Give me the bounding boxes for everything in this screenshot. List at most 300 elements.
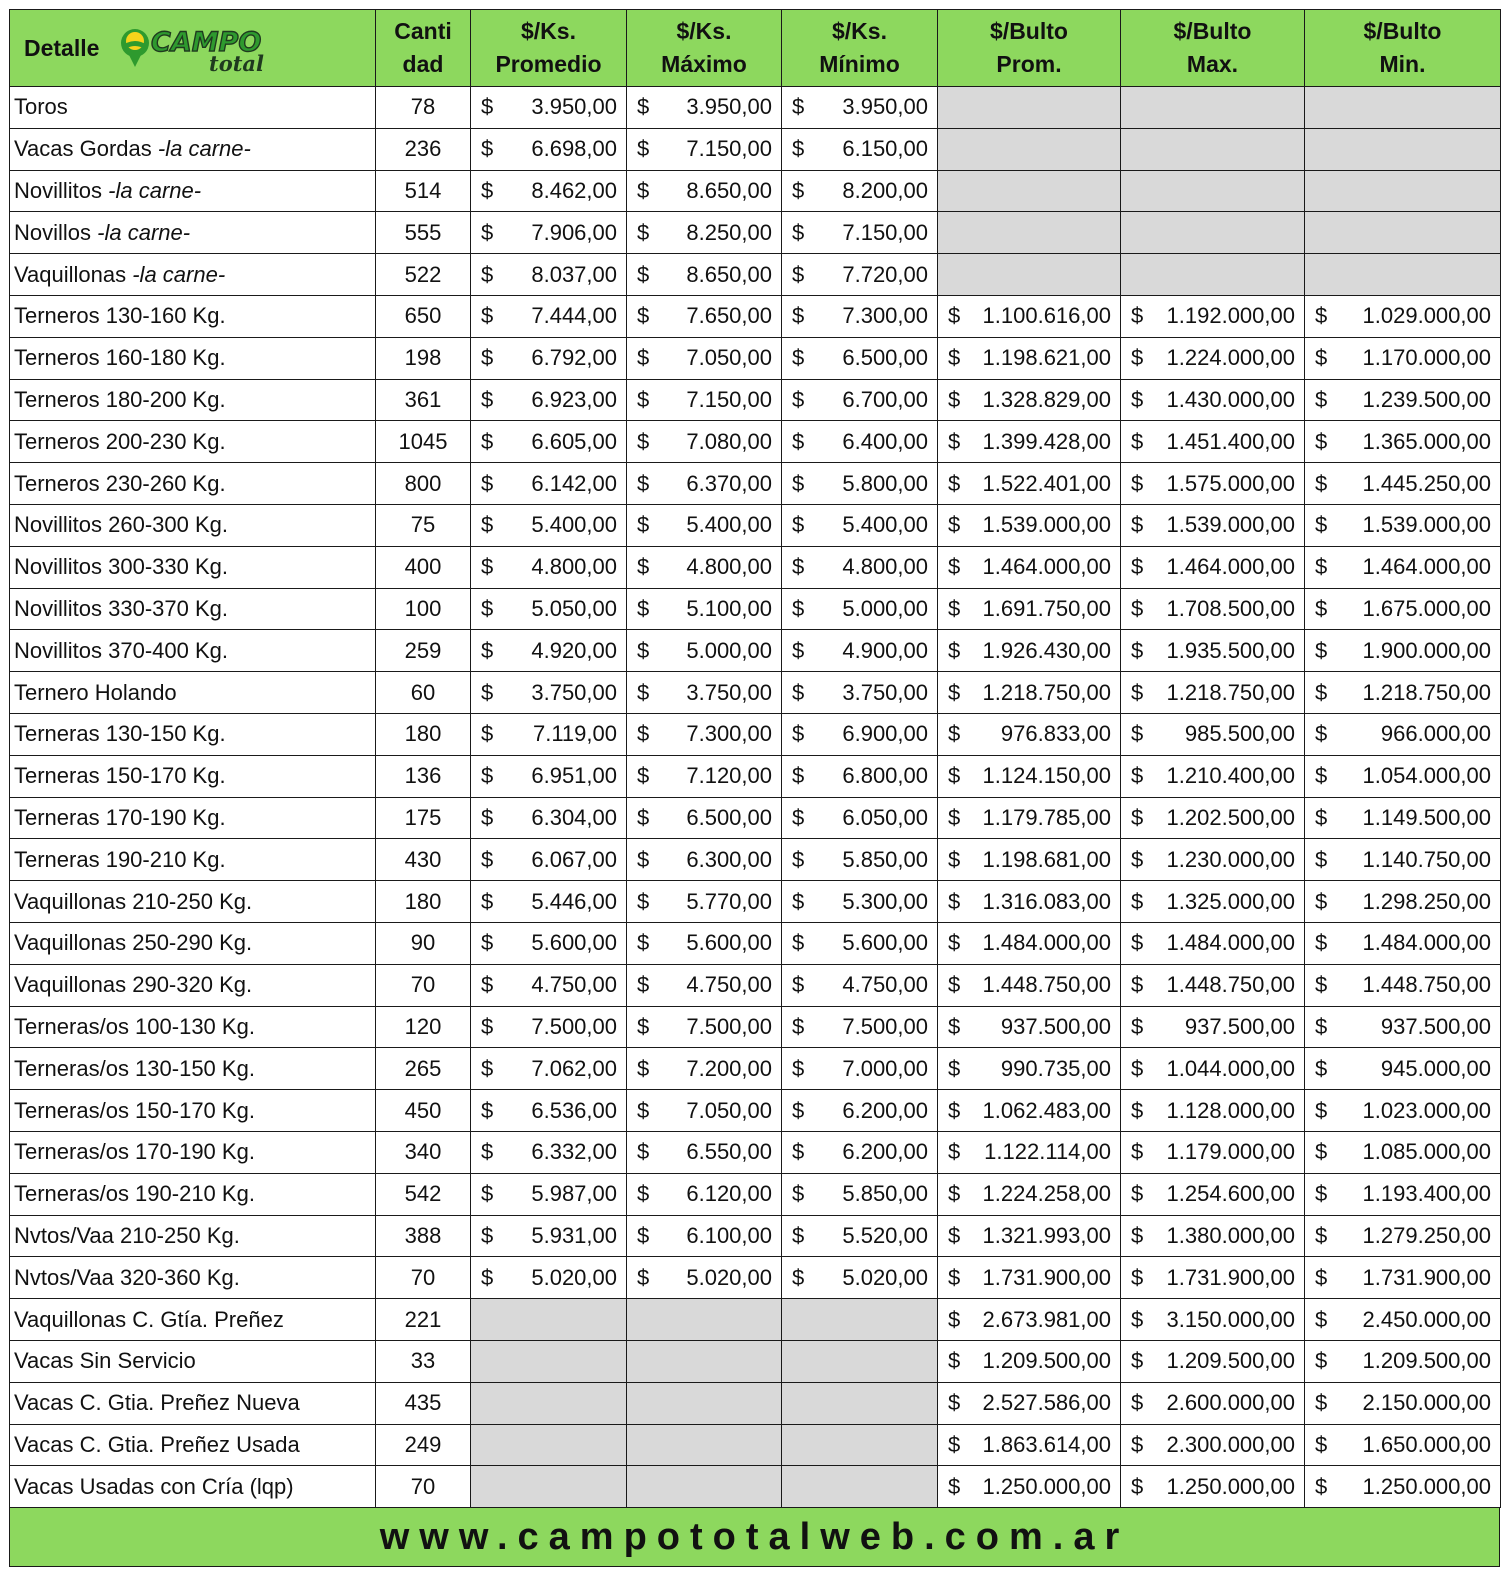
row-ks-min (782, 881, 938, 923)
row-detalle (10, 1006, 376, 1048)
row-detalle (10, 1131, 376, 1173)
price-value: 937.500,00 (1380, 1013, 1491, 1039)
row-bulto-max (1121, 504, 1305, 546)
row-ks-max (627, 588, 782, 630)
price-value: 7.500,00 (531, 1013, 617, 1039)
row-detalle-text: Novillitos 260-300 Kg. (14, 512, 229, 538)
price-value: 6.792,00 (531, 345, 617, 371)
currency-symbol: $ (792, 930, 805, 956)
currency-symbol: $ (637, 763, 650, 789)
row-ks-prom (471, 922, 627, 964)
price-value: 5.600,00 (531, 930, 617, 956)
header-ks-maximo: $/Ks. Máximo (627, 10, 782, 87)
currency-symbol: $ (481, 94, 494, 120)
currency-symbol: $ (792, 386, 805, 412)
currency-symbol: $ (481, 888, 494, 914)
row-bulto-max (1121, 797, 1305, 839)
row-ks-prom (471, 881, 627, 923)
row-detalle (10, 964, 376, 1006)
row-ks-prom (471, 1006, 627, 1048)
price-value: 7.120,00 (686, 763, 772, 789)
row-cantidad: 542 (376, 1173, 471, 1215)
row-ks-min (782, 295, 938, 337)
row-bulto-prom-empty (938, 254, 1121, 296)
price-value: 1.023.000,00 (1362, 1097, 1491, 1123)
price-value: 1.202.500,00 (1166, 804, 1295, 830)
row-cantidad: 70 (376, 964, 471, 1006)
price-value: 1.193.400,00 (1362, 1181, 1491, 1207)
currency-symbol: $ (1131, 1390, 1144, 1416)
currency-symbol: $ (948, 1390, 961, 1416)
currency-symbol: $ (1131, 1264, 1144, 1290)
price-value: 1.935.500,00 (1166, 637, 1295, 663)
currency-symbol: $ (637, 1139, 650, 1165)
price-value: 1.900.000,00 (1362, 637, 1491, 663)
row-ks-prom (471, 1215, 627, 1257)
price-value: 966.000,00 (1380, 721, 1491, 747)
price-report (9, 9, 1500, 1567)
price-value: 5.446,00 (531, 888, 617, 914)
price-value: 1.209.500,00 (1166, 1348, 1295, 1374)
price-value: 4.800,00 (842, 554, 928, 580)
price-value: 1.448.750,00 (1166, 972, 1295, 998)
header-bulto-prom: $/Bulto Prom. (938, 10, 1121, 87)
row-bulto-prom (938, 1382, 1121, 1424)
row-ks-min (782, 1215, 938, 1257)
currency-symbol: $ (948, 1139, 961, 1165)
price-value: 5.300,00 (842, 888, 928, 914)
currency-symbol: $ (948, 512, 961, 538)
row-ks-prom (471, 170, 627, 212)
row-ks-max-empty (627, 1382, 782, 1424)
currency-symbol: $ (481, 261, 494, 287)
row-cantidad: 514 (376, 170, 471, 212)
row-bulto-min (1305, 504, 1501, 546)
table-row (10, 504, 1501, 546)
price-value: 7.119,00 (532, 721, 617, 747)
header-ks-promedio: $/Ks. Promedio (471, 10, 627, 87)
row-bulto-min (1305, 1340, 1501, 1382)
price-value: 7.500,00 (686, 1013, 772, 1039)
row-ks-prom (471, 839, 627, 881)
currency-symbol: $ (1131, 1306, 1144, 1332)
currency-symbol: $ (948, 846, 961, 872)
price-value: 5.987,00 (531, 1181, 617, 1207)
currency-symbol: $ (637, 888, 650, 914)
row-detalle-text: Novillitos 330-370 Kg. (14, 595, 229, 621)
currency-symbol: $ (481, 219, 494, 245)
currency-symbol: $ (1131, 1431, 1144, 1457)
price-value: 1.279.250,00 (1362, 1222, 1491, 1248)
row-bulto-min (1305, 1131, 1501, 1173)
currency-symbol: $ (948, 930, 961, 956)
row-cantidad: 60 (376, 672, 471, 714)
price-value: 5.800,00 (842, 470, 928, 496)
row-bulto-min (1305, 421, 1501, 463)
price-value: 1.399.428,00 (982, 428, 1111, 454)
row-bulto-max (1121, 337, 1305, 379)
row-ks-max (627, 170, 782, 212)
row-ks-min (782, 1131, 938, 1173)
row-ks-max (627, 212, 782, 254)
row-detalle (10, 1424, 376, 1466)
currency-symbol: $ (948, 470, 961, 496)
currency-symbol: $ (948, 763, 961, 789)
currency-symbol: $ (637, 1097, 650, 1123)
currency-symbol: $ (481, 1097, 494, 1123)
row-detalle-text: Terneras 170-190 Kg. (14, 804, 226, 830)
row-detalle-text: Vacas Gordas (14, 136, 158, 162)
currency-symbol: $ (792, 428, 805, 454)
row-detalle (10, 463, 376, 505)
currency-symbol: $ (948, 1013, 961, 1039)
row-ks-min (782, 254, 938, 296)
row-cantidad: 180 (376, 881, 471, 923)
row-ks-prom (471, 1173, 627, 1215)
row-bulto-min (1305, 1215, 1501, 1257)
currency-symbol: $ (1131, 512, 1144, 538)
price-value: 2.450.000,00 (1362, 1306, 1491, 1332)
header-bulto-max: $/Bulto Max. (1121, 10, 1305, 87)
row-ks-prom-empty (471, 1382, 627, 1424)
row-ks-prom (471, 421, 627, 463)
row-ks-prom-empty (471, 1424, 627, 1466)
table-row (10, 128, 1501, 170)
row-ks-max-empty (627, 1340, 782, 1382)
price-value: 990.735,00 (1000, 1055, 1111, 1081)
price-value: 6.800,00 (842, 763, 928, 789)
currency-symbol: $ (637, 721, 650, 747)
currency-symbol: $ (1315, 345, 1328, 371)
currency-symbol: $ (948, 972, 961, 998)
currency-symbol: $ (637, 679, 650, 705)
row-cantidad: 650 (376, 295, 471, 337)
row-bulto-min (1305, 295, 1501, 337)
row-ks-prom (471, 504, 627, 546)
header-cantidad: Canti dad (376, 10, 471, 87)
price-value: 2.527.586,00 (982, 1390, 1111, 1416)
price-value: 6.370,00 (686, 470, 772, 496)
price-value: 8.200,00 (842, 177, 928, 203)
price-value: 6.500,00 (686, 804, 772, 830)
row-ks-prom (471, 1257, 627, 1299)
currency-symbol: $ (792, 595, 805, 621)
currency-symbol: $ (1315, 554, 1328, 580)
price-value: 1.708.500,00 (1166, 595, 1295, 621)
price-value: 4.750,00 (686, 972, 772, 998)
price-value: 3.750,00 (531, 679, 617, 705)
price-value: 1.731.900,00 (1166, 1264, 1295, 1290)
price-value: 985.500,00 (1184, 721, 1295, 747)
currency-symbol: $ (637, 470, 650, 496)
row-ks-max (627, 254, 782, 296)
currency-symbol: $ (1131, 804, 1144, 830)
currency-symbol: $ (1315, 595, 1328, 621)
row-detalle (10, 630, 376, 672)
table-row (10, 295, 1501, 337)
price-value: 1.224.258,00 (982, 1181, 1111, 1207)
price-value: 6.200,00 (842, 1139, 928, 1165)
table-row (10, 546, 1501, 588)
row-detalle (10, 1048, 376, 1090)
price-value: 7.200,00 (686, 1055, 772, 1081)
row-detalle-text: Terneras/os 150-170 Kg. (14, 1097, 255, 1123)
row-bulto-min (1305, 1466, 1501, 1508)
row-ks-max (627, 128, 782, 170)
table-row (10, 1382, 1501, 1424)
row-ks-min (782, 128, 938, 170)
currency-symbol: $ (1315, 1055, 1328, 1081)
currency-symbol: $ (637, 177, 650, 203)
row-detalle (10, 546, 376, 588)
price-value: 1.100.616,00 (982, 303, 1111, 329)
row-ks-prom (471, 630, 627, 672)
currency-symbol: $ (637, 1264, 650, 1290)
price-value: 1.445.250,00 (1362, 470, 1491, 496)
row-ks-max (627, 379, 782, 421)
currency-symbol: $ (1315, 386, 1328, 412)
currency-symbol: $ (1315, 1181, 1328, 1207)
currency-symbol: $ (792, 721, 805, 747)
price-value: 3.150.000,00 (1166, 1306, 1295, 1332)
price-value: 1.062.483,00 (982, 1097, 1111, 1123)
currency-symbol: $ (1131, 428, 1144, 454)
currency-symbol: $ (637, 136, 650, 162)
row-detalle-text: Vaquillonas 250-290 Kg. (14, 930, 253, 956)
row-detalle-text: Terneras/os 170-190 Kg. (14, 1139, 255, 1165)
row-ks-max (627, 546, 782, 588)
currency-symbol: $ (1315, 1431, 1328, 1457)
currency-symbol: $ (637, 972, 650, 998)
row-detalle (10, 379, 376, 421)
price-value: 937.500,00 (1184, 1013, 1295, 1039)
currency-symbol: $ (1315, 972, 1328, 998)
price-value: 5.400,00 (686, 512, 772, 538)
row-ks-prom (471, 1048, 627, 1090)
price-value: 1.179.785,00 (982, 804, 1111, 830)
price-value: 1.209.500,00 (982, 1348, 1111, 1374)
row-bulto-max-empty (1121, 212, 1305, 254)
row-detalle-text: Vacas Usadas con Cría (lqp) (14, 1473, 294, 1499)
row-detalle (10, 839, 376, 881)
price-value: 1.321.993,00 (982, 1222, 1111, 1248)
currency-symbol: $ (948, 1222, 961, 1248)
price-value: 5.020,00 (686, 1264, 772, 1290)
currency-symbol: $ (637, 428, 650, 454)
row-detalle-text: Terneras 150-170 Kg. (14, 763, 226, 789)
currency-symbol: $ (481, 846, 494, 872)
row-ks-prom (471, 546, 627, 588)
row-bulto-prom-empty (938, 170, 1121, 212)
table-row (10, 713, 1501, 755)
price-value: 6.300,00 (686, 846, 772, 872)
table-row (10, 1340, 1501, 1382)
row-ks-min-empty (782, 1466, 938, 1508)
currency-symbol: $ (1131, 637, 1144, 663)
price-value: 8.650,00 (686, 177, 772, 203)
table-row (10, 212, 1501, 254)
row-cantidad: 388 (376, 1215, 471, 1257)
price-value: 1.575.000,00 (1166, 470, 1295, 496)
row-ks-min (782, 421, 938, 463)
row-detalle (10, 1340, 376, 1382)
price-value: 1.218.750,00 (1362, 679, 1491, 705)
currency-symbol: $ (637, 303, 650, 329)
row-bulto-max (1121, 1215, 1305, 1257)
currency-symbol: $ (481, 303, 494, 329)
currency-symbol: $ (1315, 1264, 1328, 1290)
price-value: 1.325.000,00 (1166, 888, 1295, 914)
price-value: 1.484.000,00 (982, 930, 1111, 956)
currency-symbol: $ (1315, 679, 1328, 705)
row-detalle-text: Terneros 230-260 Kg. (14, 470, 226, 496)
currency-symbol: $ (481, 1139, 494, 1165)
row-bulto-prom (938, 964, 1121, 1006)
currency-symbol: $ (637, 94, 650, 120)
row-cantidad: 340 (376, 1131, 471, 1173)
price-value: 5.850,00 (842, 846, 928, 872)
price-value: 1.484.000,00 (1362, 930, 1491, 956)
row-bulto-min-empty (1305, 128, 1501, 170)
currency-symbol: $ (637, 345, 650, 371)
price-value: 2.150.000,00 (1362, 1390, 1491, 1416)
currency-symbol: $ (637, 261, 650, 287)
row-bulto-max-empty (1121, 128, 1305, 170)
price-value: 6.304,00 (531, 804, 617, 830)
price-value: 1.863.614,00 (982, 1431, 1111, 1457)
table-row (10, 87, 1501, 129)
row-cantidad: 259 (376, 630, 471, 672)
row-bulto-prom (938, 881, 1121, 923)
price-value: 6.900,00 (842, 721, 928, 747)
price-value: 1.316.083,00 (982, 888, 1111, 914)
currency-symbol: $ (948, 888, 961, 914)
currency-symbol: $ (1131, 303, 1144, 329)
currency-symbol: $ (948, 1097, 961, 1123)
row-ks-prom (471, 212, 627, 254)
price-value: 6.500,00 (842, 345, 928, 371)
row-ks-max (627, 337, 782, 379)
row-bulto-max (1121, 379, 1305, 421)
currency-symbol: $ (1315, 1139, 1328, 1165)
row-ks-max (627, 1215, 782, 1257)
row-bulto-min (1305, 463, 1501, 505)
currency-symbol: $ (948, 386, 961, 412)
row-ks-prom (471, 1090, 627, 1132)
header-bulto-min: $/Bulto Min. (1305, 10, 1501, 87)
row-bulto-min (1305, 881, 1501, 923)
currency-symbol: $ (481, 1181, 494, 1207)
row-ks-max (627, 295, 782, 337)
table-row (10, 379, 1501, 421)
price-value: 5.850,00 (842, 1181, 928, 1207)
row-ks-min (782, 588, 938, 630)
table-row (10, 672, 1501, 714)
currency-symbol: $ (948, 554, 961, 580)
currency-symbol: $ (637, 637, 650, 663)
row-ks-max (627, 1006, 782, 1048)
row-bulto-prom (938, 588, 1121, 630)
row-ks-prom (471, 588, 627, 630)
currency-symbol: $ (1315, 1306, 1328, 1332)
price-value: 5.400,00 (842, 512, 928, 538)
row-ks-prom (471, 463, 627, 505)
row-detalle-text: Novillitos 300-330 Kg. (14, 554, 229, 580)
logo-mark (117, 19, 275, 77)
logo-sub: total (209, 51, 265, 76)
currency-symbol: $ (1315, 303, 1328, 329)
row-bulto-prom (938, 1048, 1121, 1090)
price-value: 7.444,00 (531, 303, 617, 329)
row-bulto-min (1305, 1173, 1501, 1215)
row-bulto-min (1305, 922, 1501, 964)
currency-symbol: $ (948, 1348, 961, 1374)
price-value: 1.230.000,00 (1166, 846, 1295, 872)
price-value: 6.698,00 (531, 136, 617, 162)
currency-symbol: $ (637, 512, 650, 538)
row-cantidad: 361 (376, 379, 471, 421)
table-row (10, 1131, 1501, 1173)
currency-symbol: $ (481, 1013, 494, 1039)
currency-symbol: $ (1131, 763, 1144, 789)
row-bulto-max (1121, 1340, 1305, 1382)
row-ks-min (782, 922, 938, 964)
row-ks-prom (471, 713, 627, 755)
price-value: 1.179.000,00 (1166, 1139, 1295, 1165)
row-bulto-min-empty (1305, 254, 1501, 296)
price-value: 3.750,00 (686, 679, 772, 705)
row-detalle-text: Terneros 130-160 Kg. (14, 303, 226, 329)
currency-symbol: $ (792, 345, 805, 371)
currency-symbol: $ (948, 1055, 961, 1081)
row-ks-max (627, 881, 782, 923)
price-value: 4.800,00 (686, 554, 772, 580)
table-body (10, 87, 1501, 1508)
row-bulto-prom-empty (938, 128, 1121, 170)
currency-symbol: $ (1131, 1181, 1144, 1207)
row-ks-min (782, 755, 938, 797)
currency-symbol: $ (481, 345, 494, 371)
table-row (10, 1090, 1501, 1132)
currency-symbol: $ (792, 763, 805, 789)
row-ks-prom (471, 672, 627, 714)
row-ks-max (627, 1173, 782, 1215)
price-value: 1.731.900,00 (982, 1264, 1111, 1290)
price-value: 1.328.829,00 (982, 386, 1111, 412)
row-bulto-prom (938, 463, 1121, 505)
price-value: 7.500,00 (842, 1013, 928, 1039)
currency-symbol: $ (1131, 888, 1144, 914)
currency-symbol: $ (1315, 804, 1328, 830)
price-value: 8.250,00 (686, 219, 772, 245)
price-value: 7.000,00 (842, 1055, 928, 1081)
currency-symbol: $ (792, 136, 805, 162)
price-value: 1.192.000,00 (1166, 303, 1295, 329)
row-ks-max (627, 839, 782, 881)
row-cantidad: 120 (376, 1006, 471, 1048)
currency-symbol: $ (637, 846, 650, 872)
row-detalle-text: Vacas Sin Servicio (14, 1348, 196, 1374)
row-cantidad: 435 (376, 1382, 471, 1424)
currency-symbol: $ (637, 595, 650, 621)
row-ks-min (782, 713, 938, 755)
price-value: 1.149.500,00 (1362, 804, 1491, 830)
currency-symbol: $ (1315, 846, 1328, 872)
row-detalle-text: Vaquillonas (14, 261, 133, 287)
row-bulto-max (1121, 839, 1305, 881)
price-value: 1.484.000,00 (1166, 930, 1295, 956)
row-ks-min (782, 337, 938, 379)
